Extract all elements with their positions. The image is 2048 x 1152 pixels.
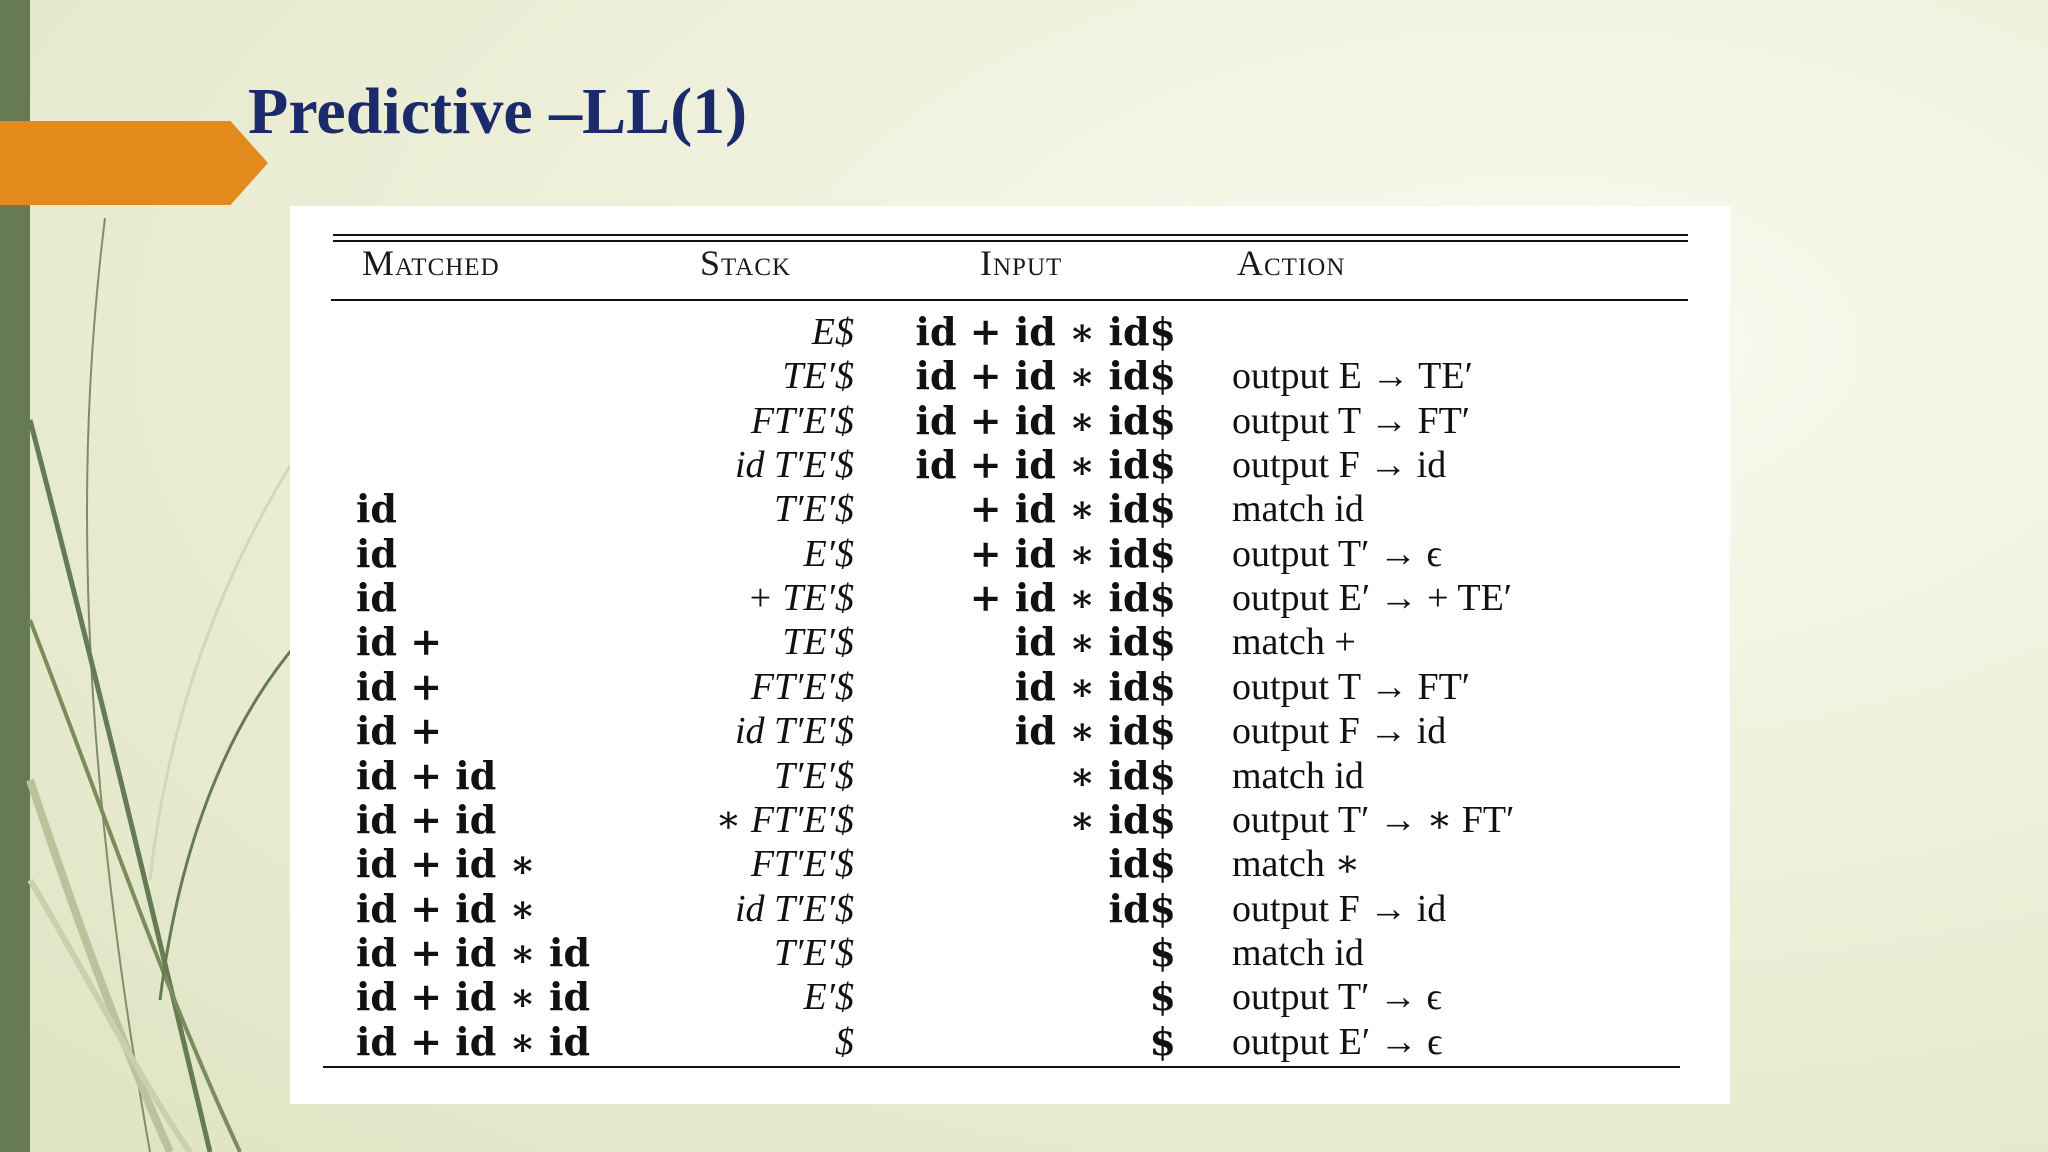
action-cell: output F → id (1232, 888, 1447, 930)
matched-cell: id (356, 486, 398, 531)
matched-cell: id + (356, 708, 443, 753)
stack-cell: $ (835, 1021, 854, 1063)
matched-cell: id (356, 575, 398, 620)
table-top-rule (333, 234, 1688, 236)
input-cell: id + id ∗ id$ (915, 398, 1176, 443)
action-cell: match id (1232, 932, 1364, 974)
input-cell: id$ (1108, 886, 1176, 931)
input-cell: + id ∗ id$ (969, 575, 1176, 620)
stack-cell: FT′E′$ (750, 843, 854, 885)
action-cell: output F → id (1232, 710, 1447, 752)
stack-cell: id T′E′$ (734, 444, 854, 486)
input-cell: + id ∗ id$ (969, 486, 1176, 531)
input-cell: ∗ id$ (1069, 753, 1176, 798)
action-cell: output F → id (1232, 444, 1447, 486)
stack-cell: id T′E′$ (734, 888, 854, 930)
action-cell: output T′ → ∗ FT′ (1232, 799, 1515, 841)
stack-cell: T′E′$ (774, 755, 854, 797)
action-cell: output E′ → + TE′ (1232, 577, 1513, 619)
matched-cell: id + id (356, 753, 497, 798)
input-cell: id + id ∗ id$ (915, 309, 1176, 354)
matched-cell: id + id (356, 797, 497, 842)
stack-cell: T′E′$ (774, 932, 854, 974)
input-cell: id ∗ id$ (1014, 619, 1176, 664)
matched-cell: id + id ∗ id (356, 930, 591, 975)
stack-cell: TE′$ (782, 621, 854, 663)
matched-cell: id + (356, 664, 443, 709)
stack-cell: T′E′$ (774, 488, 854, 530)
action-cell: match + (1232, 621, 1356, 663)
stack-cell: + TE′$ (747, 577, 854, 619)
stack-cell: ∗ FT′E′$ (715, 799, 854, 841)
stack-cell: E$ (811, 311, 854, 353)
action-cell: output T′ → ϵ (1232, 976, 1442, 1018)
action-cell: output E′ → ϵ (1232, 1021, 1443, 1063)
action-cell: output T → FT′ (1232, 666, 1471, 708)
matched-cell: id + id ∗ (356, 841, 536, 886)
action-cell: match ∗ (1232, 843, 1361, 885)
action-cell: output T → FT′ (1232, 400, 1471, 442)
stack-cell: FT′E′$ (750, 400, 854, 442)
input-cell: id$ (1108, 841, 1176, 886)
table-header-rule (331, 299, 1688, 301)
matched-cell: id + id ∗ id (356, 974, 591, 1019)
input-cell: $ (1149, 974, 1176, 1019)
table-bottom-rule (323, 1066, 1680, 1068)
stack-cell: E′$ (803, 976, 854, 1018)
input-cell: ∗ id$ (1069, 797, 1176, 842)
header-input: Input (980, 243, 1063, 283)
input-cell: id ∗ id$ (1014, 664, 1176, 709)
input-cell: + id ∗ id$ (969, 531, 1176, 576)
matched-cell: id + (356, 619, 443, 664)
action-cell: output E → TE′ (1232, 355, 1473, 397)
header-action: Action (1237, 243, 1346, 283)
action-cell: match id (1232, 755, 1364, 797)
slide-title: Predictive –LL(1) (248, 75, 748, 148)
input-cell: $ (1149, 1019, 1176, 1064)
action-cell: match id (1232, 488, 1364, 530)
header-stack: Stack (700, 243, 792, 283)
stack-cell: FT′E′$ (750, 666, 854, 708)
matched-cell: id (356, 531, 398, 576)
stack-cell: TE′$ (782, 355, 854, 397)
header-matched: Matched (362, 243, 500, 283)
stack-cell: id T′E′$ (734, 710, 854, 752)
matched-cell: id + id ∗ id (356, 1019, 591, 1064)
input-cell: id + id ∗ id$ (915, 442, 1176, 487)
input-cell: id + id ∗ id$ (915, 353, 1176, 398)
action-cell: output T′ → ϵ (1232, 533, 1442, 575)
stack-cell: E′$ (803, 533, 854, 575)
orange-arrow-banner (0, 121, 268, 205)
input-cell: $ (1149, 930, 1176, 975)
input-cell: id ∗ id$ (1014, 708, 1176, 753)
matched-cell: id + id ∗ (356, 886, 536, 931)
